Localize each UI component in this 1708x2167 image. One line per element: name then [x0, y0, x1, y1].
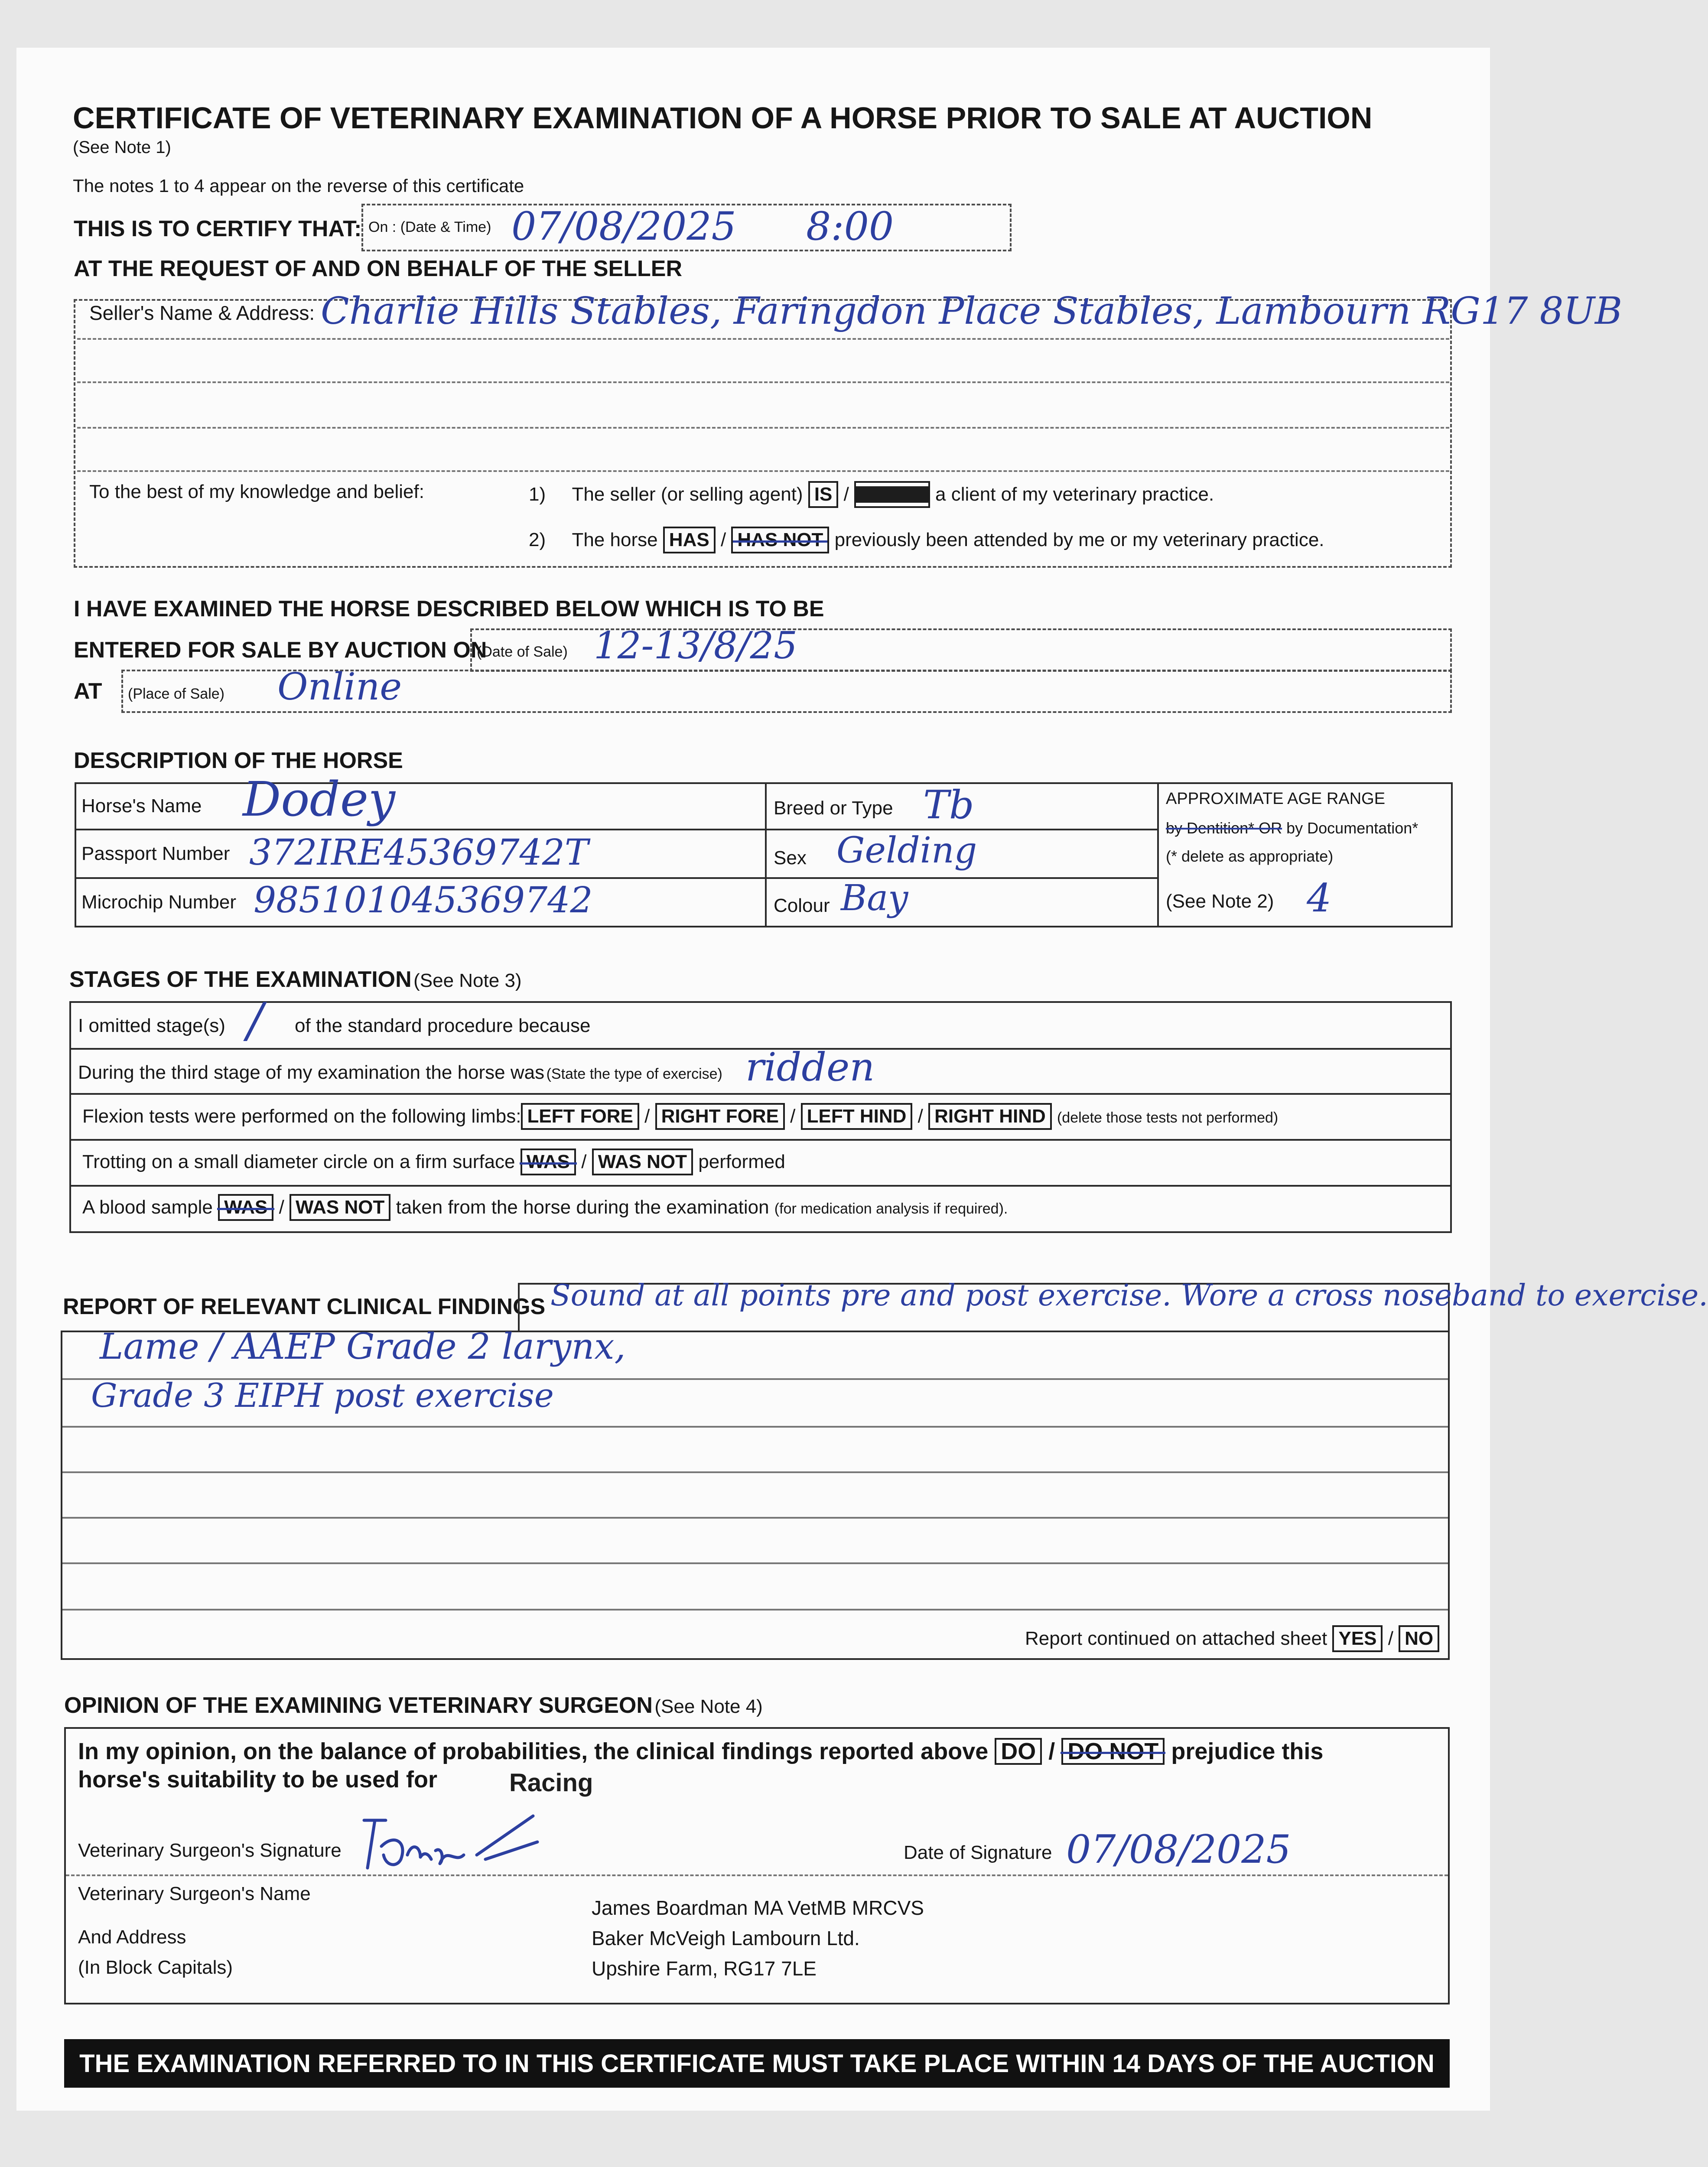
- signature-date-value[interactable]: 07/08/2025: [1066, 1827, 1291, 1872]
- report-line-2: Lame / AAEP Grade 2 larynx,: [100, 1326, 626, 1367]
- report-heading: REPORT OF RELEVANT CLINICAL FINDINGS: [63, 1294, 546, 1319]
- right-fore-option[interactable]: RIGHT FORE: [655, 1103, 785, 1130]
- separator: /: [279, 1197, 284, 1218]
- vet-name-label: Veterinary Surgeon's Name: [78, 1883, 311, 1904]
- notes-line: The notes 1 to 4 appear on the reverse of this certificate: [73, 176, 524, 196]
- is-not-option[interactable]: [854, 481, 930, 508]
- separator: /: [644, 1106, 650, 1127]
- trot-was-option[interactable]: [521, 1149, 576, 1175]
- by-documentation-option[interactable]: by Documentation*: [1286, 819, 1418, 837]
- blood-label: A blood sample: [82, 1197, 213, 1218]
- report-line-1: Sound at all points pre and post exercise. Wore a cross noseband to exercise.: [550, 1279, 1708, 1313]
- omitted-stage-label: I omitted stage(s): [78, 1015, 225, 1036]
- colour-value[interactable]: Bay: [841, 878, 908, 919]
- opinion-text-1: In my opinion, on the balance of probabilities, the clinical findings reported above: [78, 1738, 989, 1764]
- opinion-statement-2: [78, 1766, 437, 1793]
- third-stage-label: During the third stage of my examination the horse was: [78, 1062, 545, 1083]
- signature-date-label: Date of Signature: [904, 1842, 1052, 1863]
- flexion-label: Flexion tests were performed on the following limbs:: [82, 1106, 521, 1127]
- separator: /: [790, 1106, 796, 1127]
- vet-practice-value: Baker McVeigh Lambourn Ltd.: [592, 1927, 860, 1949]
- trot-was-not-option[interactable]: WAS NOT: [592, 1149, 693, 1175]
- description-heading: DESCRIPTION OF THE HORSE: [74, 748, 403, 773]
- blood-was-label: WAS: [224, 1197, 268, 1218]
- certificate-title: CERTIFICATE OF VETERINARY EXAMINATION OF A HORSE PRIOR TO SALE AT AUCTION: [73, 101, 1373, 135]
- report-continued-row: [1025, 1625, 1439, 1652]
- breed-value[interactable]: Tb: [923, 782, 974, 828]
- seller-value[interactable]: Charlie Hills Stables, Faringdon Place Stables, Lambourn RG17 8UB: [321, 290, 1623, 333]
- sale-place-label: (Place of Sale): [128, 686, 224, 702]
- item1-separator: /: [843, 484, 849, 505]
- stages-title: STAGES OF THE EXAMINATION: [69, 967, 412, 992]
- vet-address-label: And Address: [78, 1926, 186, 1948]
- intended-use-value[interactable]: Racing: [509, 1769, 593, 1797]
- seller-line: [77, 338, 1449, 340]
- certify-label: THIS IS TO CERTIFY THAT:: [74, 216, 362, 241]
- age-delete-note: (* delete as appropriate): [1166, 847, 1334, 865]
- row-divider: [76, 877, 1157, 879]
- blood-was-option[interactable]: [218, 1194, 273, 1221]
- report-line: [62, 1426, 1448, 1428]
- sale-date-value: 12-13/8/25: [594, 624, 798, 667]
- item1-post: a client of my veterinary practice.: [935, 484, 1214, 505]
- trot-was-label: WAS: [526, 1151, 570, 1172]
- sale-place-value: Online: [277, 665, 402, 709]
- row-divider: [71, 1093, 1450, 1095]
- trot-post: performed: [698, 1151, 785, 1172]
- breed-label: Breed or Type: [774, 797, 893, 819]
- report-line: [62, 1471, 1448, 1473]
- report-line: [62, 1609, 1448, 1611]
- column-divider: [765, 782, 767, 927]
- opinion-title: OPINION OF THE EXAMINING VETERINARY SURGEON: [64, 1693, 653, 1718]
- item2-number: 2): [529, 529, 546, 550]
- horse-name-value[interactable]: Dodey: [243, 771, 396, 827]
- has-not-option[interactable]: [731, 527, 829, 553]
- seller-line: [77, 470, 1449, 472]
- seller-line: [77, 427, 1449, 429]
- item2-text: The horse: [572, 529, 658, 550]
- report-continued-label: Report continued on attached sheet: [1025, 1628, 1327, 1649]
- do-not-option[interactable]: [1061, 1738, 1165, 1765]
- passport-label: Passport Number: [81, 843, 230, 864]
- microchip-value[interactable]: 985101045369742: [254, 880, 593, 921]
- vet-address-value: Upshire Farm, RG17 7LE: [592, 1957, 817, 1980]
- report-line-3: Grade 3 EIPH post exercise: [91, 1376, 554, 1415]
- trot-row: [82, 1149, 785, 1175]
- blood-row: [82, 1194, 1008, 1221]
- strike-mark: [217, 1208, 274, 1210]
- trot-label: Trotting on a small diameter circle on a firm surface: [82, 1151, 515, 1172]
- stages-heading: [69, 966, 522, 992]
- seller-line: [77, 381, 1449, 383]
- item1-text: The seller (or selling agent): [572, 484, 803, 505]
- separator: /: [1388, 1628, 1393, 1649]
- seller-label: Seller's Name & Address:: [89, 302, 315, 324]
- blood-hint: (for medication analysis if required).: [774, 1201, 1008, 1217]
- report-line: [62, 1562, 1448, 1564]
- is-option[interactable]: IS: [808, 481, 839, 508]
- continued-no-option[interactable]: NO: [1399, 1625, 1439, 1652]
- omitted-stage-post: of the standard procedure because: [295, 1015, 591, 1036]
- age-method: [1166, 819, 1418, 837]
- opinion-note: (See Note 4): [654, 1696, 763, 1717]
- column-divider: [1157, 782, 1159, 927]
- signature-label: Veterinary Surgeon's Signature: [78, 1840, 342, 1861]
- passport-value[interactable]: 372IRE45369742T: [249, 832, 589, 873]
- on-date-time-label: On : (Date & Time): [368, 219, 491, 235]
- separator: /: [1048, 1738, 1055, 1764]
- age-value[interactable]: 4: [1307, 875, 1332, 921]
- blood-post: taken from the horse during the examination: [396, 1197, 769, 1218]
- opinion-divider: [66, 1874, 1448, 1876]
- age-see-note: (See Note 2): [1166, 891, 1274, 912]
- third-stage-row: [78, 1062, 722, 1084]
- at-label: AT: [74, 679, 102, 704]
- opinion-text-2: prejudice this: [1171, 1738, 1324, 1764]
- knowledge-item1: [529, 481, 1214, 508]
- knowledge-item2: [529, 527, 1324, 553]
- left-fore-option[interactable]: LEFT FORE: [521, 1103, 639, 1130]
- colour-label: Colour: [774, 895, 830, 916]
- item2-separator: /: [720, 529, 726, 550]
- item2-post: previously been attended by me or my veterinary practice.: [834, 529, 1324, 550]
- flexion-row: [82, 1103, 1278, 1130]
- vet-signature[interactable]: [355, 1807, 546, 1877]
- exercise-type-value[interactable]: ridden: [745, 1044, 875, 1090]
- report-line: [62, 1517, 1448, 1519]
- has-not-label: HAS NOT: [737, 529, 823, 550]
- examined-line: I HAVE EXAMINED THE HORSE DESCRIBED BELOW WHICH IS TO BE: [74, 596, 824, 621]
- block-capitals-note: (In Block Capitals): [78, 1957, 233, 1978]
- stages-note: (See Note 3): [413, 970, 522, 991]
- flexion-hint: (delete those tests not performed): [1057, 1110, 1279, 1126]
- opinion-statement: [78, 1738, 1323, 1765]
- by-dentition-option[interactable]: by Dentition* OR: [1166, 819, 1282, 837]
- do-option[interactable]: DO: [995, 1738, 1042, 1765]
- see-note-1: (See Note 1): [73, 138, 171, 157]
- left-hind-option[interactable]: LEFT HIND: [801, 1103, 913, 1130]
- third-stage-hint: (State the type of exercise): [546, 1066, 722, 1082]
- row-divider: [71, 1139, 1450, 1141]
- exam-date-value: 07/08/2025: [511, 204, 736, 249]
- vet-name-value: James Boardman MA VetMB MRCVS: [592, 1897, 924, 1919]
- footer-banner: THE EXAMINATION REFERRED TO IN THIS CERTIFICATE MUST TAKE PLACE WITHIN 14 DAYS OF THE AUCTION: [64, 2039, 1450, 2088]
- redaction-mark: [856, 486, 928, 503]
- microchip-label: Microchip Number: [81, 892, 236, 913]
- omitted-stage-value[interactable]: /: [247, 992, 264, 1048]
- right-hind-option[interactable]: RIGHT HIND: [928, 1103, 1052, 1130]
- strike-mark: [520, 1162, 577, 1165]
- has-option[interactable]: HAS: [663, 527, 716, 553]
- sex-label: Sex: [774, 847, 807, 869]
- request-line: AT THE REQUEST OF AND ON BEHALF OF THE SELLER: [74, 256, 682, 281]
- age-range-title: APPROXIMATE AGE RANGE: [1166, 790, 1386, 808]
- blood-was-not-option[interactable]: WAS NOT: [290, 1194, 390, 1221]
- horse-name-label: Horse's Name: [81, 795, 202, 817]
- separator: /: [917, 1106, 923, 1127]
- do-not-label: DO NOT: [1067, 1738, 1159, 1764]
- opinion-heading: [64, 1692, 763, 1718]
- exam-time-value: 8:00: [806, 204, 894, 249]
- strike-mark: [1061, 1752, 1165, 1754]
- knowledge-label: To the best of my knowledge and belief:: [89, 481, 424, 502]
- sex-value[interactable]: Gelding: [836, 830, 977, 871]
- sale-date-label: (Date of Sale): [477, 644, 568, 660]
- row-divider: [76, 829, 1157, 830]
- separator: /: [581, 1151, 587, 1172]
- opinion-text-3: horse's suitability to be used for: [78, 1767, 437, 1793]
- item1-number: 1): [529, 484, 546, 505]
- continued-yes-option[interactable]: YES: [1332, 1625, 1383, 1652]
- strike-mark: [733, 540, 827, 543]
- entered-line: ENTERED FOR SALE BY AUCTION ON: [74, 638, 487, 663]
- row-divider: [71, 1185, 1450, 1187]
